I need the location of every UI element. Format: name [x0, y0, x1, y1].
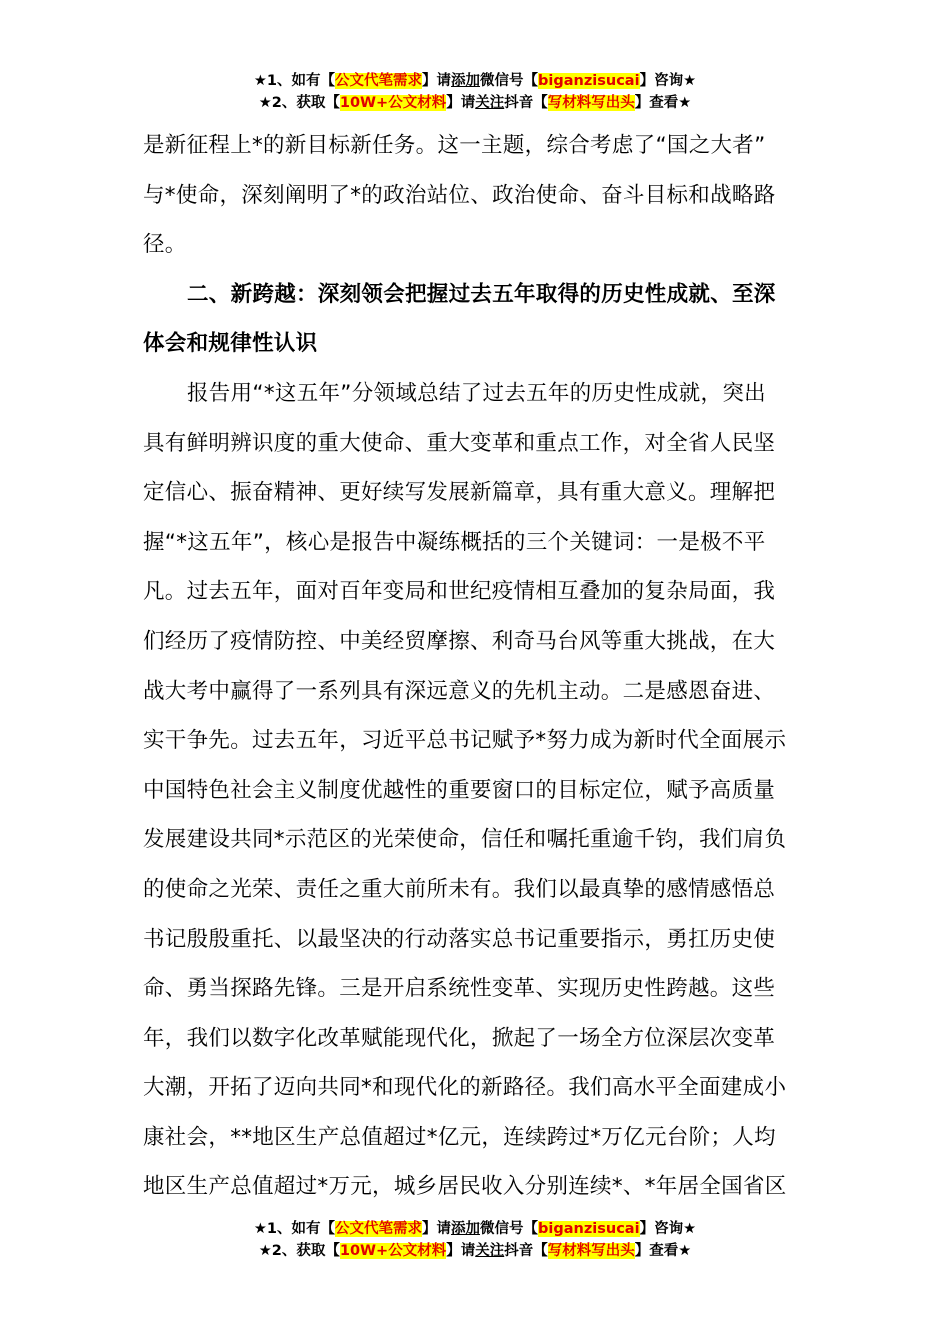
promo-text: 】请: [422, 73, 452, 89]
document-body: [143, 121, 807, 1212]
promo-text: 】查看★: [634, 1243, 692, 1259]
promo-line-1: [0, 70, 950, 92]
promo-text: 】咨询★: [639, 1221, 697, 1237]
promo-underline: 添加: [451, 73, 481, 89]
highlight-douyin-account: 写材料写出头: [547, 1243, 635, 1259]
promo-text: 】请: [422, 1221, 452, 1237]
highlight-materials: 10W+公文材料: [339, 1243, 447, 1259]
body-line: 实干争先。过去五年，习近平总书记赋予*努力成为新时代全面展示: [143, 728, 787, 754]
promo-banner-top: [0, 70, 950, 114]
promo-text: 】请: [446, 95, 476, 111]
promo-text: ★1、如有【: [253, 1221, 336, 1237]
promo-text: 抖音【: [504, 1243, 548, 1259]
highlight-wechat-id: biganzisucai: [538, 1221, 640, 1237]
body-line: 大潮，开拓了迈向共同*和现代化的新路径。我们高水平全面建成小: [143, 1075, 787, 1101]
body-line: 战大考中赢得了一系列具有深远意义的先机主动。二是感恩奋进、: [143, 678, 776, 704]
highlight-wechat-id: biganzisucai: [538, 73, 640, 89]
body-line: 握“*这五年”，核心是报告中凝练概括的三个关键词：一是极不平: [143, 529, 766, 555]
body-line: 们经历了疫情防控、中美经贸摩擦、利奇马台风等重大挑战，在大: [143, 628, 776, 654]
promo-line-2: [0, 1240, 950, 1262]
highlight-service: 公文代笔需求: [335, 73, 423, 89]
body-line: 具有鲜明辨识度的重大使命、重大变革和重点工作，对全省人民坚: [143, 430, 776, 456]
body-line: 年，我们以数字化改革赋能现代化，掀起了一场全方位深层次变革: [143, 1025, 776, 1051]
promo-text: ★2、获取【: [258, 1243, 340, 1259]
body-line: 与*使命，深刻阐明了*的政治站位、政治使命、奋斗目标和战略路: [143, 182, 776, 208]
section-heading: 体会和规律性认识: [143, 331, 318, 357]
promo-text: 微信号【: [480, 73, 539, 89]
body-line: 命、勇当探路先锋。三是开启系统性变革、实现历史性跨越。这些: [143, 976, 776, 1002]
body-line: 的使命之光荣、责任之重大前所未有。我们以最真挚的感情感悟总: [143, 876, 776, 902]
promo-line-1: [0, 1218, 950, 1240]
promo-text: 抖音【: [504, 95, 548, 111]
promo-text: 】请: [446, 1243, 476, 1259]
promo-underline: 添加: [451, 1221, 481, 1237]
body-line: 书记殷殷重托、以最坚决的行动落实总书记重要指示，勇扛历史使: [143, 926, 776, 952]
body-line: 发展建设共同*示范区的光荣使命，信任和嘱托重逾千钧，我们肩负: [143, 827, 787, 853]
promo-text: ★1、如有【: [253, 73, 336, 89]
promo-text: 】查看★: [634, 95, 692, 111]
promo-banner-bottom: [0, 1218, 950, 1262]
body-line: 报告用“*这五年”分领域总结了过去五年的历史性成就，突出: [187, 380, 766, 406]
body-line: 中国特色社会主义制度优越性的重要窗口的目标定位，赋予高质量: [143, 777, 776, 803]
highlight-materials: 10W+公文材料: [339, 95, 447, 111]
body-line: 地区生产总值超过*万元，城乡居民收入分别连续*、*年居全国省区: [143, 1174, 787, 1200]
promo-line-2: [0, 92, 950, 114]
body-line: 凡。过去五年，面对百年变局和世纪疫情相互叠加的复杂局面，我: [143, 579, 776, 605]
promo-text: 】咨询★: [639, 73, 697, 89]
body-line: 是新征程上*的新目标新任务。这一主题，综合考虑了“国之大者”: [143, 133, 766, 158]
promo-underline: 关注: [475, 1243, 505, 1259]
promo-text: ★2、获取【: [258, 95, 340, 111]
promo-underline: 关注: [475, 95, 505, 111]
body-line: 康社会，**地区生产总值超过*亿元，连续跨过*万亿元台阶；人均: [143, 1124, 776, 1150]
promo-text: 微信号【: [480, 1221, 539, 1237]
body-line: 径。: [143, 232, 187, 258]
section-heading: 二、新跨越：深刻领会把握过去五年取得的历史性成就、至深: [187, 281, 776, 307]
highlight-douyin-account: 写材料写出头: [547, 95, 635, 111]
body-line: 定信心、振奋精神、更好续写发展新篇章，具有重大意义。理解把: [143, 480, 776, 506]
highlight-service: 公文代笔需求: [335, 1221, 423, 1237]
